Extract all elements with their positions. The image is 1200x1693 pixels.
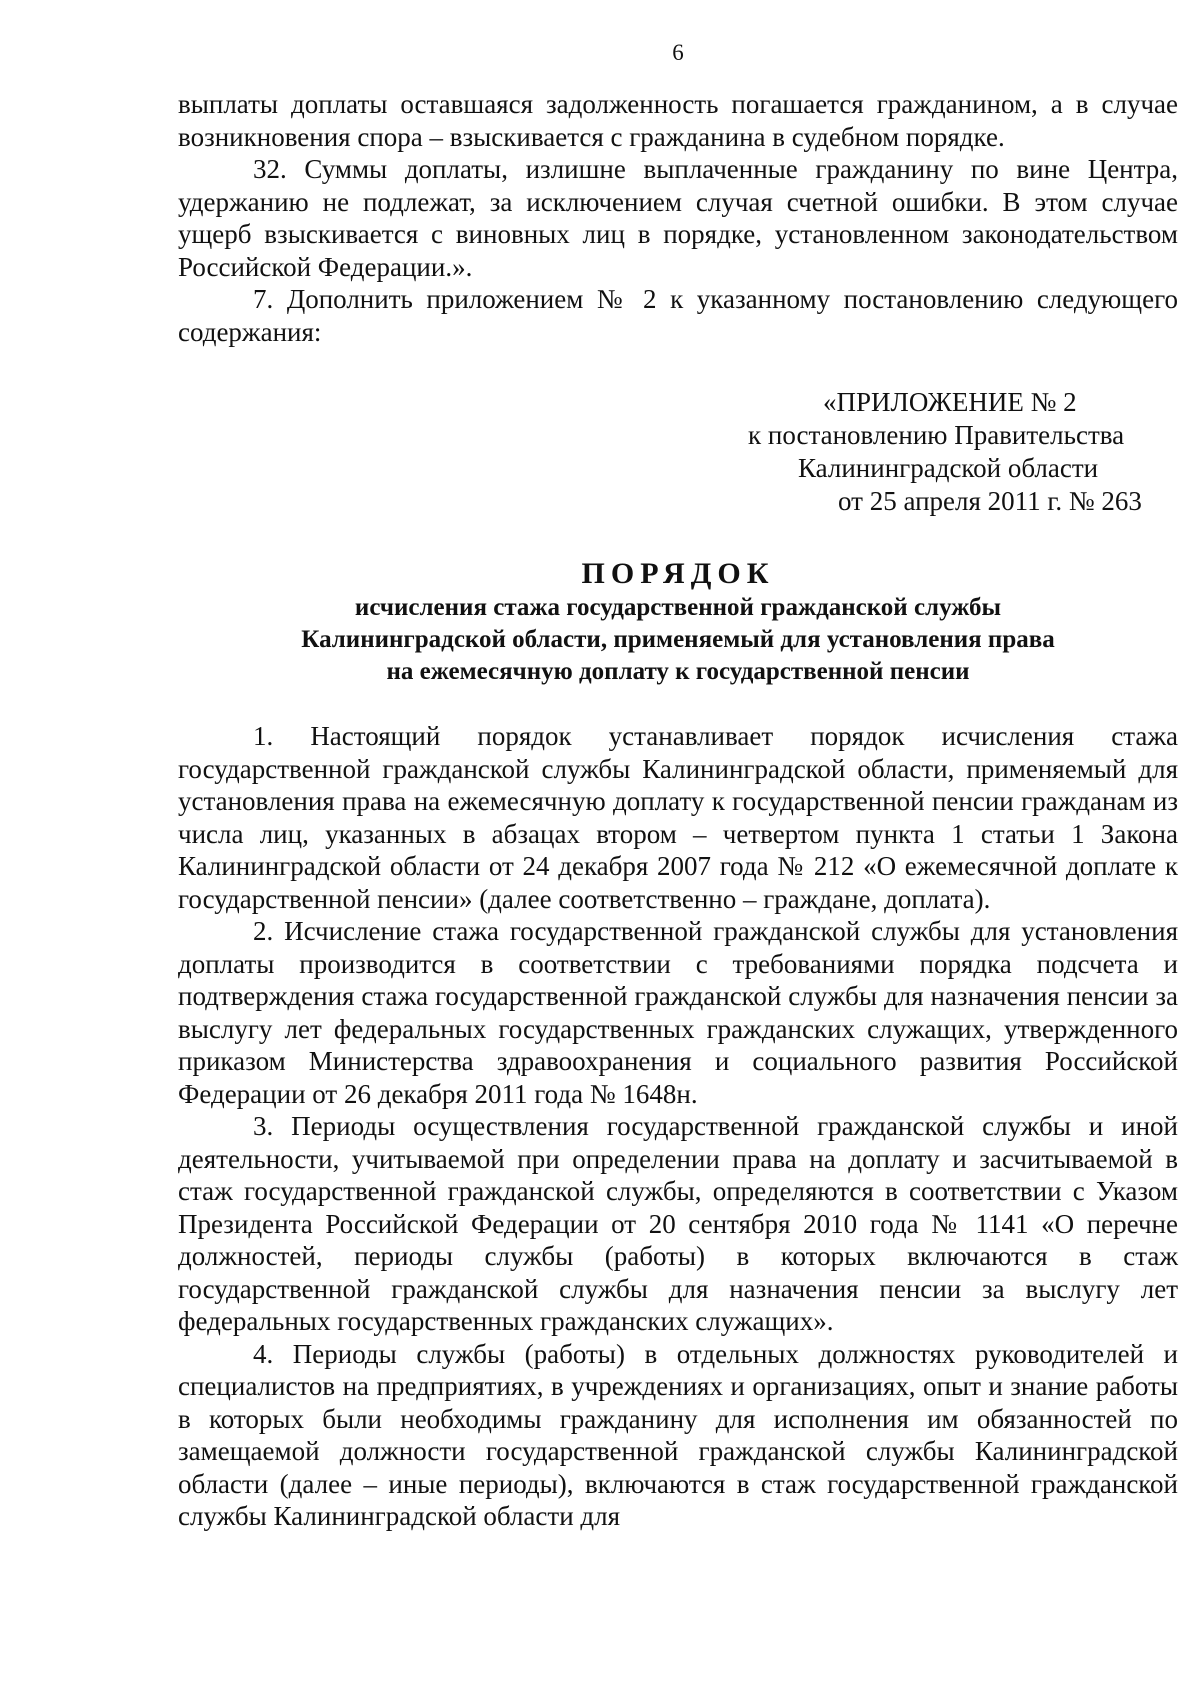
- intro-paragraph-continuation: выплаты доплаты оставшаяся задолженность погашается гражданином, а в случае возникновения спора – взыскивается с гражданина в судебном порядке.: [178, 89, 1178, 152]
- body-paragraph-3: 3. Периоды осуществления государственной гражданской службы и иной деятельности, учитываемой при определении права на доплату и засчитываемой в стаж государственной гражданской службы, определяются в соответствии с Указом Президента Российской Федерации от 20 сентября 2010 года № 1141 «О перечне должностей, периоды службы (работы) в которых включаются в стаж государственной гражданской службы для назначения пенсии за выслугу лет федеральных государственных гражданских служащих».: [178, 1111, 1178, 1336]
- appendix-header-line: от 25 апреля 2011 г. № 263: [838, 486, 1142, 516]
- document-page: [178, 40, 1178, 1533]
- intro-paragraph-item-32: 32. Суммы доплаты, излишне выплаченные гражданину по вине Центра, удержанию не подлежат, за исключением случая счетной ошибки. В этом случае ущерб взыскивается с виновных лиц в порядке, установленном законодательством Российской Федерации.».: [178, 154, 1178, 282]
- document-subtitle: [178, 592, 1178, 688]
- document-subtitle-line: на ежемесячную доплату к государственной пенсии: [386, 658, 970, 685]
- appendix-header: [748, 386, 1178, 518]
- appendix-header-line: Калининградской области: [798, 453, 1099, 483]
- document-subtitle-line: Калининградской области, применяемый для установления права: [301, 626, 1055, 653]
- body-paragraph-2: 2. Исчисление стажа государственной гражданской службы для установления доплаты производится в соответствии с требованиями порядка подсчета и подтверждения стажа государственной гражданской службы для назначения пенсии за выслугу лет федеральных государственных гражданских служащих, утвержденного приказом Министерства здравоохранения и социального развития Российской Федерации от 26 декабря 2011 года № 1648н.: [178, 916, 1178, 1109]
- body-paragraph-1: 1. Настоящий порядок устанавливает порядок исчисления стажа государственной гражданской службы Калининградской области, применяемый для установления права на ежемесячную доплату к государственной пенсии гражданам из числа лиц, указанных в абзацах втором – четвертом пункта 1 статьи 1 Закона Калининградской области от 24 декабря 2007 года № 212 «О ежемесячной доплате к государственной пенсии» (далее соответственно – граждане, доплата).: [178, 721, 1178, 914]
- document-subtitle-line: исчисления стажа государственной гражданской службы: [354, 594, 1002, 621]
- appendix-header-line: «ПРИЛОЖЕНИЕ № 2: [823, 387, 1077, 417]
- page-number: 6: [672, 40, 684, 65]
- appendix-header-line: к постановлению Правительства: [748, 420, 1125, 450]
- document-title: ПОРЯДОК: [581, 557, 775, 590]
- body-paragraph-4: 4. Периоды службы (работы) в отдельных должностях руководителей и специалистов на предприятиях, в учреждениях и организациях, опыт и знание работы в которых были необходимы гражданину для исполнения им обязанностей по замещаемой должности государственной гражданской службы Калининградской области (далее – иные периоды), включаются в стаж государственной гражданской службы Калининградской области для: [178, 1338, 1178, 1531]
- intro-paragraph-item-7: 7. Дополнить приложением № 2 к указанному постановлению следующего содержания:: [178, 284, 1178, 347]
